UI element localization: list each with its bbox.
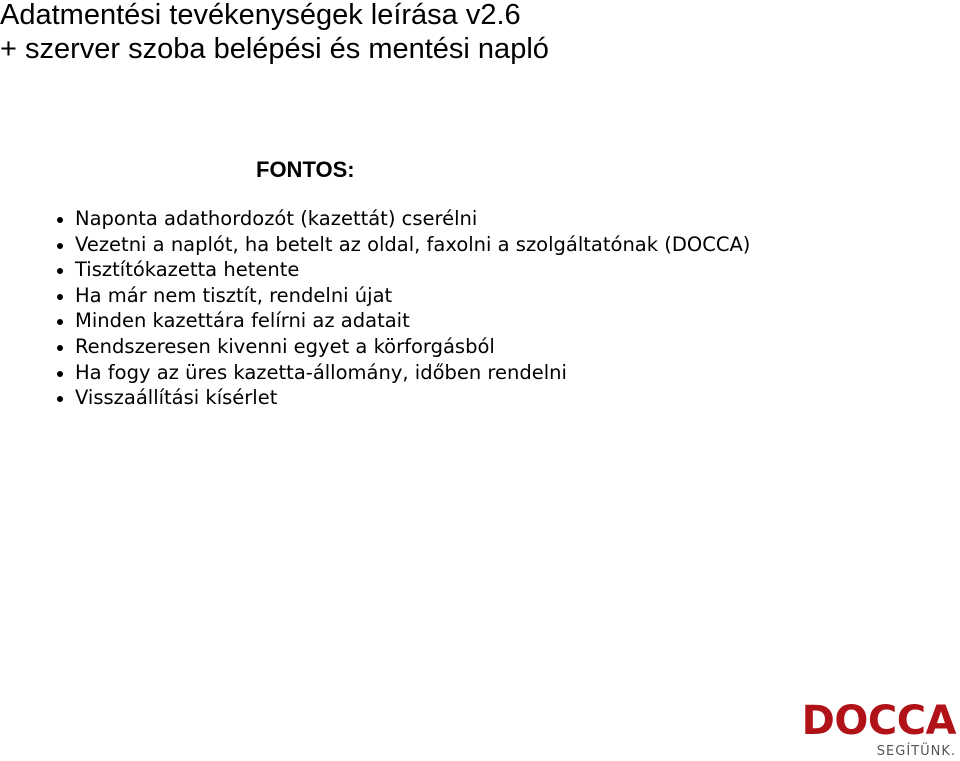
bullet-item: Ha már nem tisztít, rendelni újat xyxy=(75,283,750,309)
bullet-item: Tisztítókazetta hetente xyxy=(75,257,750,283)
bullet-dot-icon xyxy=(57,345,63,351)
docca-logo-tagline: SEGÍTÜNK. xyxy=(876,744,956,759)
slide-title-line-1: Adatmentési tevékenységek leírása v2.6 xyxy=(0,0,521,31)
docca-logo xyxy=(802,700,956,761)
bullet-list xyxy=(75,206,750,411)
bullet-dot-icon xyxy=(57,371,63,377)
bullet-dot-icon xyxy=(57,396,63,402)
bullet-dot-icon xyxy=(57,217,63,223)
bullet-item: Vezetni a naplót, ha betelt az oldal, faxolni a szolgáltatónak (DOCCA) xyxy=(75,232,750,258)
bullet-dot-icon xyxy=(57,294,63,300)
bullet-dot-icon xyxy=(57,319,63,325)
bullet-item: Visszaállítási kísérlet xyxy=(75,385,750,411)
bullet-item: Minden kazettára felírni az adatait xyxy=(75,308,750,334)
slide-title xyxy=(0,0,549,66)
bullet-item: Naponta adathordozót (kazettát) cserélni xyxy=(75,206,750,232)
important-heading: FONTOS: xyxy=(256,157,355,182)
bullet-item: Rendszeresen kivenni egyet a körforgásból xyxy=(75,334,750,360)
slide-title-line-2: + szerver szoba belépési és mentési napló xyxy=(0,33,549,65)
bullet-dot-icon xyxy=(57,243,63,249)
bullet-dot-icon xyxy=(57,268,63,274)
docca-logo-wordmark: DOCCA xyxy=(801,698,956,744)
bullet-item: Ha fogy az üres kazetta-állomány, időben rendelni xyxy=(75,360,750,386)
